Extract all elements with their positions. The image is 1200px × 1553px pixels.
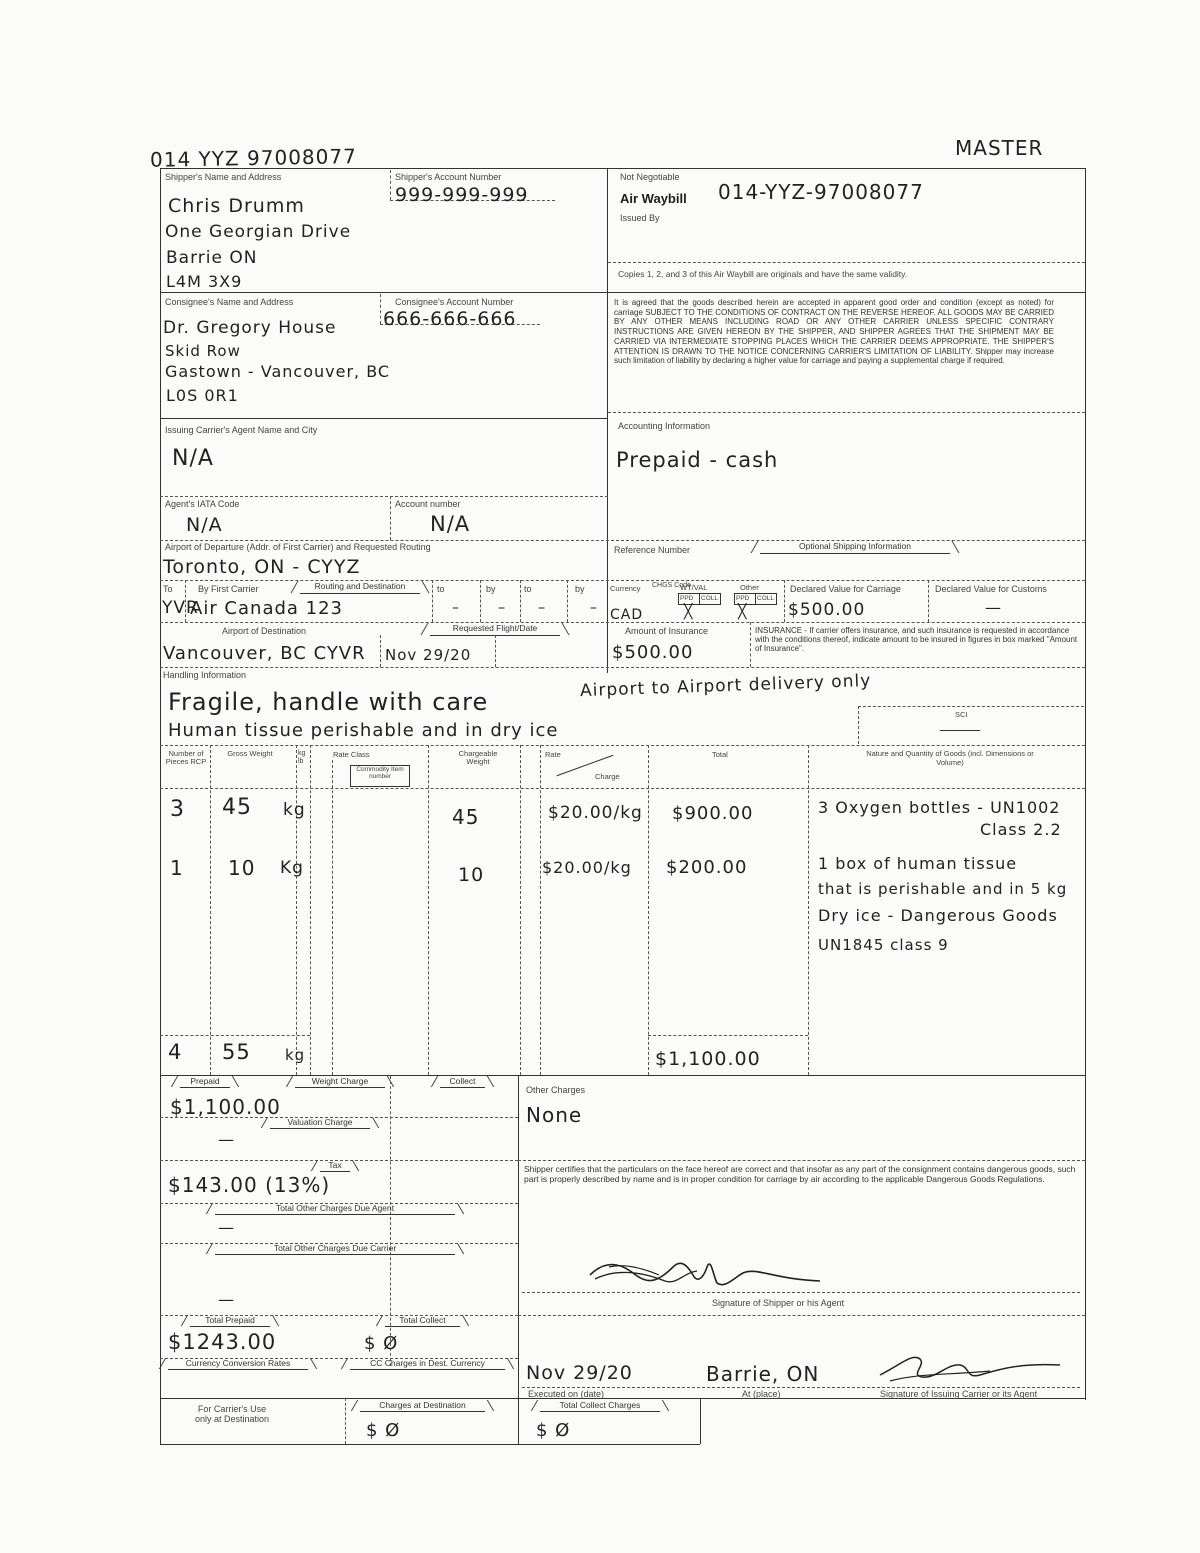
currency-value[interactable]: CAD: [610, 607, 644, 623]
waybill-number[interactable]: 014-YYZ-97008077: [718, 180, 924, 204]
requested-flight-value[interactable]: Nov 29/20: [385, 646, 472, 664]
gross-weight-header: Gross Weight: [227, 749, 273, 758]
master-copy-label: MASTER: [955, 136, 1044, 160]
wt-val-label: WT/VAL: [680, 583, 708, 592]
form-center-divider: [607, 168, 608, 673]
cc-charges-tab: CC Charges in Dest. Currency: [350, 1358, 505, 1370]
total-unit[interactable]: kg: [285, 1046, 306, 1064]
total-header: Total: [712, 750, 728, 759]
sci-label: SCI: [955, 710, 968, 719]
agent-iata-value[interactable]: N/A: [186, 514, 223, 536]
routing-by2-label: by: [486, 584, 496, 594]
shipper-account-number[interactable]: 999-999-999: [395, 184, 529, 206]
first-carrier-value[interactable]: Air Canada 123: [190, 598, 344, 619]
row1-total[interactable]: $900.00: [672, 803, 754, 824]
row2-nature-line3[interactable]: Dry ice - Dangerous Goods: [818, 906, 1058, 925]
chgs-code-label: CHGS Code: [652, 582, 691, 589]
other-ppd-checkmark[interactable]: ╳: [738, 603, 747, 619]
insurance-amount-value[interactable]: $500.00: [612, 642, 694, 663]
rate-header: Rate: [545, 750, 561, 759]
insurance-note: INSURANCE - If carrier offers insurance, and such insurance is requested in accordance with the conditions thereof, indicate amount to be insured in figures in box marked "Amount of Insurance".: [755, 626, 1078, 653]
pieces-header: Number of Pieces RCP: [165, 749, 207, 766]
weight-charge-tab: Weight Charge: [295, 1076, 385, 1088]
total-collect-tab: Total Collect: [385, 1315, 460, 1327]
accounting-info-label: Accounting Information: [618, 421, 711, 431]
other-charges-value[interactable]: None: [526, 1103, 583, 1127]
total-gross-weight[interactable]: 55: [222, 1040, 251, 1064]
charge-header: Charge: [595, 772, 620, 781]
row2-unit[interactable]: Kg: [280, 858, 304, 878]
agent-account-label: Account number: [395, 499, 461, 509]
optional-shipping-info-tab: Optional Shipping Information: [760, 541, 950, 554]
total-prepaid-value[interactable]: $1243.00: [168, 1330, 277, 1354]
row1-nature-line1[interactable]: 3 Oxygen bottles - UN1002: [818, 798, 1061, 817]
handling-line1[interactable]: Fragile, handle with care: [168, 688, 489, 716]
row1-gross-weight[interactable]: 45: [222, 795, 252, 820]
carrier-signature[interactable]: [870, 1345, 1070, 1390]
charges-dest-value[interactable]: $ Ø: [366, 1420, 401, 1441]
routing-by3-dash: –: [590, 600, 598, 616]
handling-delivery-note[interactable]: Airport to Airport delivery only: [579, 670, 872, 702]
wtval-ppd-checkmark[interactable]: ╳: [684, 603, 693, 619]
insurance-amount-label: Amount of Insurance: [625, 626, 709, 636]
currency-rates-tab: Currency Conversion Rates: [168, 1358, 308, 1370]
kg-lb-header: kg lb: [298, 750, 306, 765]
executed-date-value[interactable]: Nov 29/20: [526, 1362, 633, 1384]
shipper-account-label: Shipper's Account Number: [395, 172, 502, 182]
row1-chargeable-weight[interactable]: 45: [452, 805, 480, 829]
routing-by3-label: by: [575, 584, 585, 594]
other-coll-label: COLL: [757, 595, 774, 602]
carrier-use-label: For Carrier's Use only at Destination: [194, 1404, 270, 1424]
due-carrier-value[interactable]: —: [218, 1290, 235, 1309]
executed-date-label: Executed on (date): [528, 1389, 605, 1399]
first-carrier-label: By First Carrier: [198, 584, 259, 594]
prepaid-tab: Prepaid: [180, 1076, 230, 1088]
form-left-border: [160, 168, 161, 1444]
shipper-address-line[interactable]: One Georgian Drive: [165, 222, 352, 242]
row2-total[interactable]: $200.00: [666, 857, 748, 878]
other-label: Other: [740, 583, 759, 592]
routing-by2-dash: –: [498, 600, 506, 616]
form-top-border: [160, 168, 1085, 169]
shipper-name[interactable]: Chris Drumm: [168, 195, 305, 217]
air-waybill-title: Air Waybill: [620, 191, 687, 206]
executed-place-value[interactable]: Barrie, ON: [706, 1362, 820, 1386]
agent-account-value[interactable]: N/A: [430, 512, 471, 536]
tax-value[interactable]: $143.00 (13%): [168, 1173, 331, 1197]
declared-carriage-label: Declared Value for Carriage: [790, 584, 901, 594]
airport-destination-label: Airport of Destination: [222, 626, 307, 636]
wtval-coll-label: COLL: [701, 595, 718, 602]
due-agent-value[interactable]: —: [218, 1218, 235, 1237]
accounting-info-value[interactable]: Prepaid - cash: [616, 448, 779, 472]
routing-to3-label: to: [524, 584, 532, 594]
routing-to2-dash: –: [452, 600, 460, 616]
requested-flight-tab: Requested Flight/Date: [430, 623, 560, 636]
row1-nature-line2[interactable]: Class 2.2: [980, 820, 1062, 839]
weight-charge-value[interactable]: $1,100.00: [170, 1095, 281, 1119]
wtval-ppd-label: PPD: [680, 595, 694, 602]
other-ppd-label: PPD: [736, 595, 750, 602]
handling-line2[interactable]: Human tissue perishable and in dry ice: [168, 720, 559, 741]
consignee-label: Consignee's Name and Address: [165, 297, 294, 307]
collect-tab: Collect: [440, 1076, 485, 1088]
row1-pieces[interactable]: 3: [170, 797, 185, 822]
grand-total[interactable]: $1,100.00: [655, 1048, 761, 1070]
tax-tab: Tax: [320, 1160, 350, 1172]
shipper-signature-label: Signature of Shipper or his Agent: [712, 1298, 845, 1308]
reference-number-label: Reference Number: [614, 545, 691, 555]
shipper-label: Shipper's Name and Address: [165, 172, 282, 182]
form-right-border: [1085, 168, 1086, 1400]
airport-destination-value[interactable]: Vancouver, BC CYVR: [163, 643, 366, 664]
row2-rate[interactable]: $20.00/kg: [542, 858, 632, 877]
routing-to-value[interactable]: YVR: [162, 598, 199, 618]
copies-validity-note: Copies 1, 2, and 3 of this Air Waybill are originals and have the same validity.: [618, 269, 908, 279]
due-agent-tab: Total Other Charges Due Agent: [215, 1203, 455, 1215]
charges-dest-tab: Charges at Destination: [360, 1400, 485, 1412]
routing-to3-dash: –: [538, 600, 546, 616]
shipper-certification-text: Shipper certifies that the particulars on the face hereof are correct and that insofar as any part of the consignment contains dangerous goods, such part is properly described by name and is in proper condition for carriage by air according to the applicable Dangerous Goods Regulations.: [524, 1164, 1076, 1184]
executed-place-label: At (place): [742, 1389, 781, 1399]
other-charges-label: Other Charges: [526, 1085, 586, 1095]
row1-rate[interactable]: $20.00/kg: [548, 803, 643, 823]
conditions-of-contract: It is agreed that the goods described herein are accepted in apparent good order and condition (except as noted) for carriage SUBJECT TO THE CONDITIONS OF CONTRACT ON THE REVERSE HEREOF. ALL GOODS MAY BE CARRIED BY ANY OTHER MEANS INCLUDING ROAD OR ANY OTHER CARRIER UNLESS SPECIFIC CONTRARY INSTRUCTIONS ARE GIVEN HEREON BY THE SHIPPER, AND SHIPPER AGREES THAT THE SHIPMENT MAY BE CARRIED VIA INTERMEDIATE STOPPING PLACES WHICH THE CARRIER DEEMS APPROPRIATE. THE SHIPPER'S ATTENTION IS DRAWN TO THE NOTICE CONCERNING CARRIER'S LIMITATION OF LIABILITY. Shipper may increase such limitation of liability by declaring a higher value for carriage and paying a supplemental charge if required.: [614, 298, 1054, 366]
total-collect-charges-tab: Total Collect Charges: [540, 1400, 660, 1412]
nature-goods-header: Nature and Quantity of Goods (incl. Dimensions or Volume): [866, 749, 1034, 767]
commodity-item-header: Commodity Item number: [356, 766, 404, 780]
handwritten-awb-number: 014 YYZ 97008077: [149, 144, 358, 172]
declared-customs-value[interactable]: —: [985, 598, 1002, 617]
consignee-account-label: Consignee's Account Number: [395, 297, 514, 307]
consignee-account-number[interactable]: 666-666-666: [383, 308, 517, 330]
departure-value[interactable]: Toronto, ON - CYYZ: [163, 556, 361, 578]
currency-label: Currency: [610, 584, 641, 593]
consignee-name[interactable]: Dr. Gregory House: [163, 318, 337, 338]
shipper-postal-code[interactable]: L4M 3X9: [166, 272, 243, 291]
chargeable-weight-header: Chargeable Weight: [458, 749, 498, 766]
issued-by-label: Issued By: [620, 213, 660, 223]
consignee-postal-code[interactable]: L0S 0R1: [166, 386, 239, 405]
carrier-signature-label: Signature of Issuing Carrier or its Agent: [880, 1389, 1038, 1399]
total-prepaid-tab: Total Prepaid: [190, 1315, 270, 1327]
row2-chargeable-weight[interactable]: 10: [458, 864, 485, 886]
consignee-city[interactable]: Gastown - Vancouver, BC: [165, 362, 391, 381]
row2-nature-line4[interactable]: UN1845 class 9: [818, 936, 949, 954]
row1-unit[interactable]: kg: [283, 800, 306, 820]
declared-customs-label: Declared Value for Customs: [935, 584, 1047, 594]
row2-pieces[interactable]: 1: [170, 856, 184, 880]
agent-name-label: Issuing Carrier's Agent Name and City: [165, 425, 318, 435]
total-pieces[interactable]: 4: [168, 1040, 183, 1064]
handling-info-label: Handling Information: [163, 670, 247, 680]
rate-class-header: Rate Class: [333, 750, 370, 759]
not-negotiable-label: Not Negotiable: [620, 172, 680, 182]
row2-nature-line2[interactable]: that is perishable and in 5 kg: [818, 880, 1068, 898]
declared-carriage-value[interactable]: $500.00: [788, 600, 866, 620]
consignee-street[interactable]: Skid Row: [165, 342, 241, 360]
valuation-charge-tab: Valuation Charge: [270, 1117, 370, 1129]
routing-to-label: To: [163, 584, 173, 594]
agent-iata-label: Agent's IATA Code: [165, 499, 240, 509]
departure-label: Airport of Departure (Addr. of First Carrier) and Requested Routing: [165, 542, 431, 552]
row2-gross-weight[interactable]: 10: [228, 856, 256, 880]
agent-name-value[interactable]: N/A: [172, 446, 214, 471]
row2-nature-line1[interactable]: 1 box of human tissue: [818, 854, 1018, 873]
routing-destination-tab: Routing and Destination: [300, 581, 420, 594]
shipper-signature[interactable]: [585, 1245, 825, 1295]
shipper-city[interactable]: Barrie ON: [166, 248, 258, 268]
total-collect-charges-value[interactable]: $ Ø: [536, 1420, 571, 1441]
routing-to2-label: to: [437, 584, 445, 594]
valuation-charge-value[interactable]: —: [218, 1130, 235, 1149]
due-carrier-tab: Total Other Charges Due Carrier: [215, 1243, 455, 1255]
total-collect-value[interactable]: $ Ø: [364, 1333, 399, 1354]
